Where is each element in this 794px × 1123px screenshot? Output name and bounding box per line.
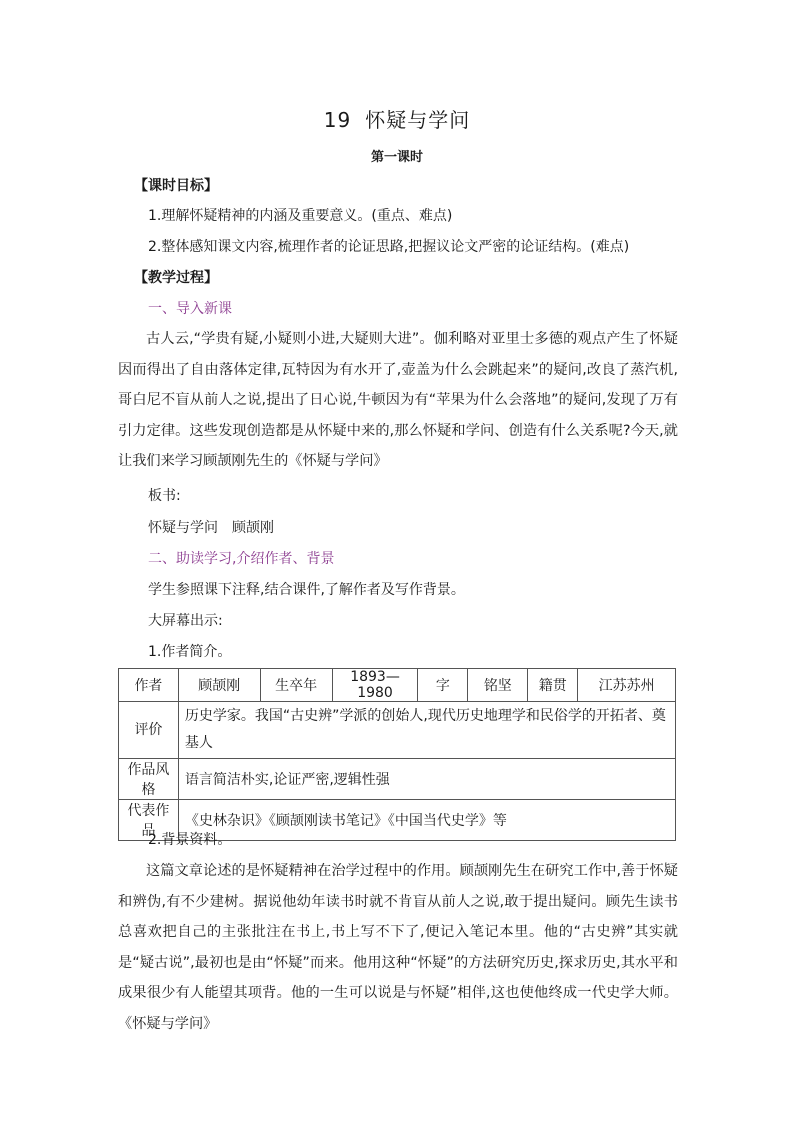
background-label: 2.背景资料。 [148,832,232,848]
cell-native-label: 籍贯 [528,669,578,702]
cell-lifespan: 1893—1980 [332,669,418,702]
goals-heading: 【课时目标】 [134,178,218,194]
lesson-title-text: 怀疑与学问 [365,108,471,132]
cell-courtesy-name: 铭坚 [468,669,528,702]
cell-works: 《史林杂识》《顾颉刚读书笔记》《中国当代史学》等 [178,800,675,841]
table-row [119,702,676,759]
cell-author-label: 作者 [119,669,179,702]
cell-native-place: 江苏苏州 [578,669,676,702]
board-content: 怀疑与学问 顾颉刚 [148,520,274,536]
section2-line2: 大屏幕出示: [148,613,223,629]
cell-lifespan-label: 生卒年 [260,669,332,702]
author-info-table [118,668,676,841]
table-row [119,669,676,702]
section1-heading: 一、导入新课 [148,301,232,317]
background-paragraph: 这篇文章论述的是怀疑精神在治学过程中的作用。顾颉刚先生在研究工作中,善于怀疑和辨伪,有不少建树。据说他幼年读书时就不肯盲从前人之说,敢于提出疑问。顾先生读书总喜欢把自己的主张批注在书上,书上写不下了,便记入笔记本里。他的“古史辨”其实就是“疑古说”,最初也是由“怀疑”而来。他用这种“怀疑”的方法研究历史,探求历史,其水平和成果很少有人能望其项背。他的一生可以说是与怀疑”相伴,这也使他终成一代史学大师。《怀疑与学问》 [118,863,678,1032]
process-heading: 【教学过程】 [134,270,218,286]
board-label: 板书: [148,488,181,504]
lesson-number: 19 [323,108,352,132]
lesson-title [0,104,794,133]
cell-courtesy-label: 字 [418,669,468,702]
cell-style: 语言简洁朴实,论证严密,逻辑性强 [178,759,675,800]
cell-works-label: 代表作品 [119,800,179,841]
section2-heading: 二、助读学习,介绍作者、背景 [148,551,335,567]
goal-item-1: 1.理解怀疑精神的内涵及重要意义。(重点、难点) [148,208,453,224]
cell-evaluation-label: 评价 [119,702,179,759]
cell-author-name: 顾颉刚 [178,669,260,702]
cell-style-label: 作品风格 [119,759,179,800]
table-row [119,759,676,800]
goal-item-2: 2.整体感知课文内容,梳理作者的论证思路,把握议论文严密的论证结构。(难点) [148,239,630,255]
author-intro-label: 1.作者简介。 [148,644,232,660]
cell-evaluation: 历史学家。我国“古史辨”学派的创始人,现代历史地理学和民俗学的开拓者、奠基人 [178,702,675,759]
lesson-subtitle: 第一课时 [370,150,423,165]
intro-paragraph: 古人云,“学贵有疑,小疑则小进,大疑则大进”。伽利略对亚里士多德的观点产生了怀疑因而得出了自由落体定律,瓦特因为有水开了,壶盖为什么会跳起来”的疑问,改良了蒸汽机,哥白尼不盲从前人之说,提出了日心说,牛顿因为有“苹果为什么会落地”的疑问,发现了万有引力定律。这些发现创造都是从怀疑中来的,那么怀疑和学问、创造有什么关系呢?今天,就让我们来学习顾颉刚先生的《怀疑与学问》 [118,331,678,469]
section2-line1: 学生参照课下注释,结合课件,了解作者及写作背景。 [148,582,465,598]
